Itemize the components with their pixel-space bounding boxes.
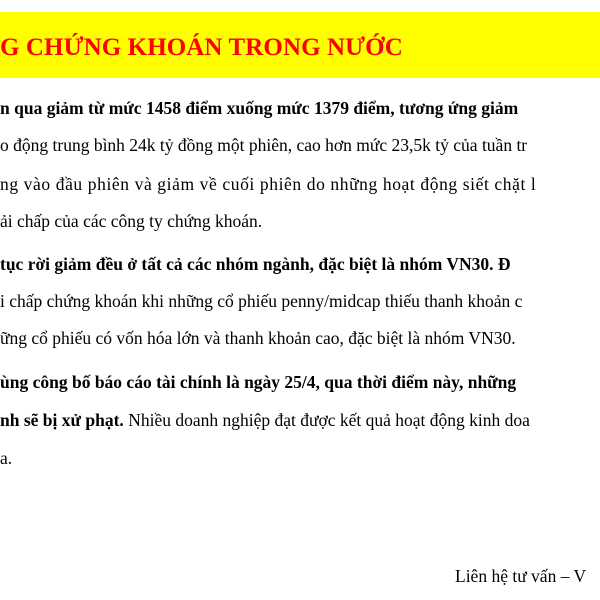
- penalty-note: nh sẽ bị xử phạt.: [0, 410, 124, 430]
- section-title: G CHỨNG KHOÁN TRONG NƯỚC: [0, 34, 403, 61]
- paragraph-3-line-3: a.: [0, 448, 13, 468]
- paragraph-3-line-2: [0, 410, 530, 431]
- paragraph-1-line-2: o động trung bình 24k tỷ đồng một phiên, cao hơn mức 23,5k tỷ của tuần tr: [0, 135, 528, 155]
- paragraph-2-line-1: tục rời giảm đều ở tất cả các nhóm ngành, đặc biệt là nhóm VN30. Đ: [0, 254, 511, 274]
- paragraph-3-line-1: ùng công bố báo cáo tài chính là ngày 25/4, qua thời điểm này, những: [0, 372, 517, 392]
- paragraph-2-line-3: ững cổ phiếu có vốn hóa lớn và thanh khoản cao, đặc biệt là nhóm VN30.: [0, 328, 516, 348]
- contact-footer: Liên hệ tư vấn – V: [455, 566, 587, 586]
- paragraph-1-line-1: n qua giảm từ mức 1458 điểm xuống mức 1379 điểm, tương ứng giảm: [0, 98, 519, 118]
- paragraph-1-line-4: ải chấp của các công ty chứng khoán.: [0, 211, 263, 231]
- paragraph-3-line-2-rest: Nhiều doanh nghiệp đạt được kết quả hoạt động kinh doa: [123, 410, 530, 430]
- paragraph-2-line-2: i chấp chứng khoán khi những cổ phiếu penny/midcap thiếu thanh khoản c: [0, 291, 523, 311]
- paragraph-1-line-3: ng vào đầu phiên và giảm về cuối phiên do những hoạt động siết chặt l: [0, 174, 537, 194]
